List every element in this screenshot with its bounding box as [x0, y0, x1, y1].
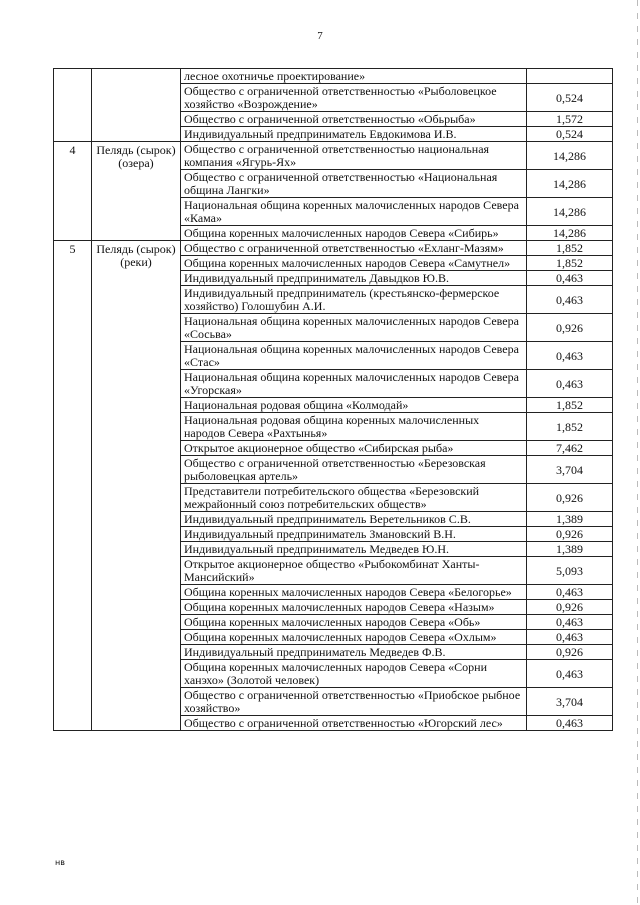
quota-value: 0,463: [527, 660, 613, 688]
organization-name: Национальная община коренных малочисленных народов Севера «Угорская»: [181, 370, 527, 398]
organization-name: Общество с ограниченной ответственностью «Приобское рыбное хозяйство»: [181, 688, 527, 716]
quota-value: 0,926: [527, 600, 613, 615]
group-number: 4: [54, 142, 92, 241]
organization-name: Общество с ограниченной ответственностью «Национальная община Лангки»: [181, 170, 527, 198]
fish-species: Пелядь (сырок) (озера): [92, 142, 181, 241]
quota-value: 1,852: [527, 398, 613, 413]
organization-name: Община коренных малочисленных народов Севера «Охлым»: [181, 630, 527, 645]
quota-table: [53, 68, 613, 731]
fish-species: [92, 69, 181, 142]
quota-value: 0,463: [527, 370, 613, 398]
quota-value: 14,286: [527, 170, 613, 198]
organization-name: Индивидуальный предприниматель Давыдков Ю.В.: [181, 271, 527, 286]
quota-value: 14,286: [527, 142, 613, 170]
quota-value: 0,926: [527, 645, 613, 660]
organization-name: Община коренных малочисленных народов Севера «Обь»: [181, 615, 527, 630]
organization-name: Индивидуальный предприниматель Веретельников С.В.: [181, 512, 527, 527]
quota-value: 7,462: [527, 441, 613, 456]
table-row: [54, 241, 613, 256]
organization-name: Общество с ограниченной ответственностью «Рыболовецкое хозяйство «Возрождение»: [181, 84, 527, 112]
organization-name: Индивидуальный предприниматель Змановский В.Н.: [181, 527, 527, 542]
scan-edge-marks: [637, 0, 638, 905]
quota-value: 0,463: [527, 585, 613, 600]
quota-value: 3,704: [527, 456, 613, 484]
fish-species: Пелядь (сырок) (реки): [92, 241, 181, 731]
table-row: [54, 142, 613, 170]
quota-value: 0,524: [527, 84, 613, 112]
quota-value: 0,463: [527, 630, 613, 645]
organization-name: Открытое акционерное общество «Сибирская рыба»: [181, 441, 527, 456]
organization-name: Индивидуальный предприниматель Медведев Ю.Н.: [181, 542, 527, 557]
quota-value: 3,704: [527, 688, 613, 716]
organization-name: Национальная община коренных малочисленных народов Севера «Сосьва»: [181, 314, 527, 342]
quota-value: 1,389: [527, 542, 613, 557]
organization-name: Общество с ограниченной ответственностью «Березовская рыболовецкая артель»: [181, 456, 527, 484]
quota-value: 1,852: [527, 241, 613, 256]
quota-value: 0,463: [527, 615, 613, 630]
organization-name: Национальная родовая община «Колмодай»: [181, 398, 527, 413]
organization-name: Индивидуальный предприниматель Евдокимова И.В.: [181, 127, 527, 142]
organization-name: Общество с ограниченной ответственностью «Обьрыба»: [181, 112, 527, 127]
quota-value: [527, 69, 613, 84]
organization-name: Община коренных малочисленных народов Севера «Сибирь»: [181, 226, 527, 241]
quota-value: 0,926: [527, 527, 613, 542]
organization-name: лесное охотничье проектирование»: [181, 69, 527, 84]
page-number: 7: [317, 30, 323, 42]
quota-table-body: [54, 69, 613, 731]
quota-value: 14,286: [527, 226, 613, 241]
organization-name: Индивидуальный предприниматель (крестьянско-фермерское хозяйство) Голошубин А.И.: [181, 286, 527, 314]
organization-name: Открытое акционерное общество «Рыбокомбинат Ханты-Мансийский»: [181, 557, 527, 585]
organization-name: Община коренных малочисленных народов Севера «Сорни ханэхо» (Золотой человек): [181, 660, 527, 688]
organization-name: Общество с ограниченной ответственностью национальная компания «Ягурь-Ях»: [181, 142, 527, 170]
quota-value: 0,463: [527, 286, 613, 314]
organization-name: Общество с ограниченной ответственностью «Югорский лес»: [181, 716, 527, 731]
quota-value: 14,286: [527, 198, 613, 226]
quota-value: 1,852: [527, 413, 613, 441]
footer-code: нв: [55, 858, 65, 867]
organization-name: Индивидуальный предприниматель Медведев Ф.В.: [181, 645, 527, 660]
organization-name: Община коренных малочисленных народов Севера «Белогорье»: [181, 585, 527, 600]
group-number: [54, 69, 92, 142]
table-row: [54, 69, 613, 84]
quota-value: 0,926: [527, 314, 613, 342]
organization-name: Община коренных малочисленных народов Севера «Назым»: [181, 600, 527, 615]
organization-name: Общество с ограниченной ответственностью «Ехланг-Мазям»: [181, 241, 527, 256]
organization-name: Представители потребительского общества «Березовский межрайонный союз потребительских обществ»: [181, 484, 527, 512]
organization-name: Национальная община коренных малочисленных народов Севера «Стас»: [181, 342, 527, 370]
organization-name: Национальная община коренных малочисленных народов Севера «Кама»: [181, 198, 527, 226]
quota-value: 0,463: [527, 716, 613, 731]
organization-name: Национальная родовая община коренных малочисленных народов Севера «Рахтынья»: [181, 413, 527, 441]
quota-value: 0,926: [527, 484, 613, 512]
organization-name: Община коренных малочисленных народов Севера «Самутнел»: [181, 256, 527, 271]
quota-value: 5,093: [527, 557, 613, 585]
group-number: 5: [54, 241, 92, 731]
quota-value: 0,463: [527, 342, 613, 370]
quota-value: 1,852: [527, 256, 613, 271]
quota-value: 1,572: [527, 112, 613, 127]
quota-value: 0,524: [527, 127, 613, 142]
quota-value: 0,463: [527, 271, 613, 286]
quota-value: 1,389: [527, 512, 613, 527]
